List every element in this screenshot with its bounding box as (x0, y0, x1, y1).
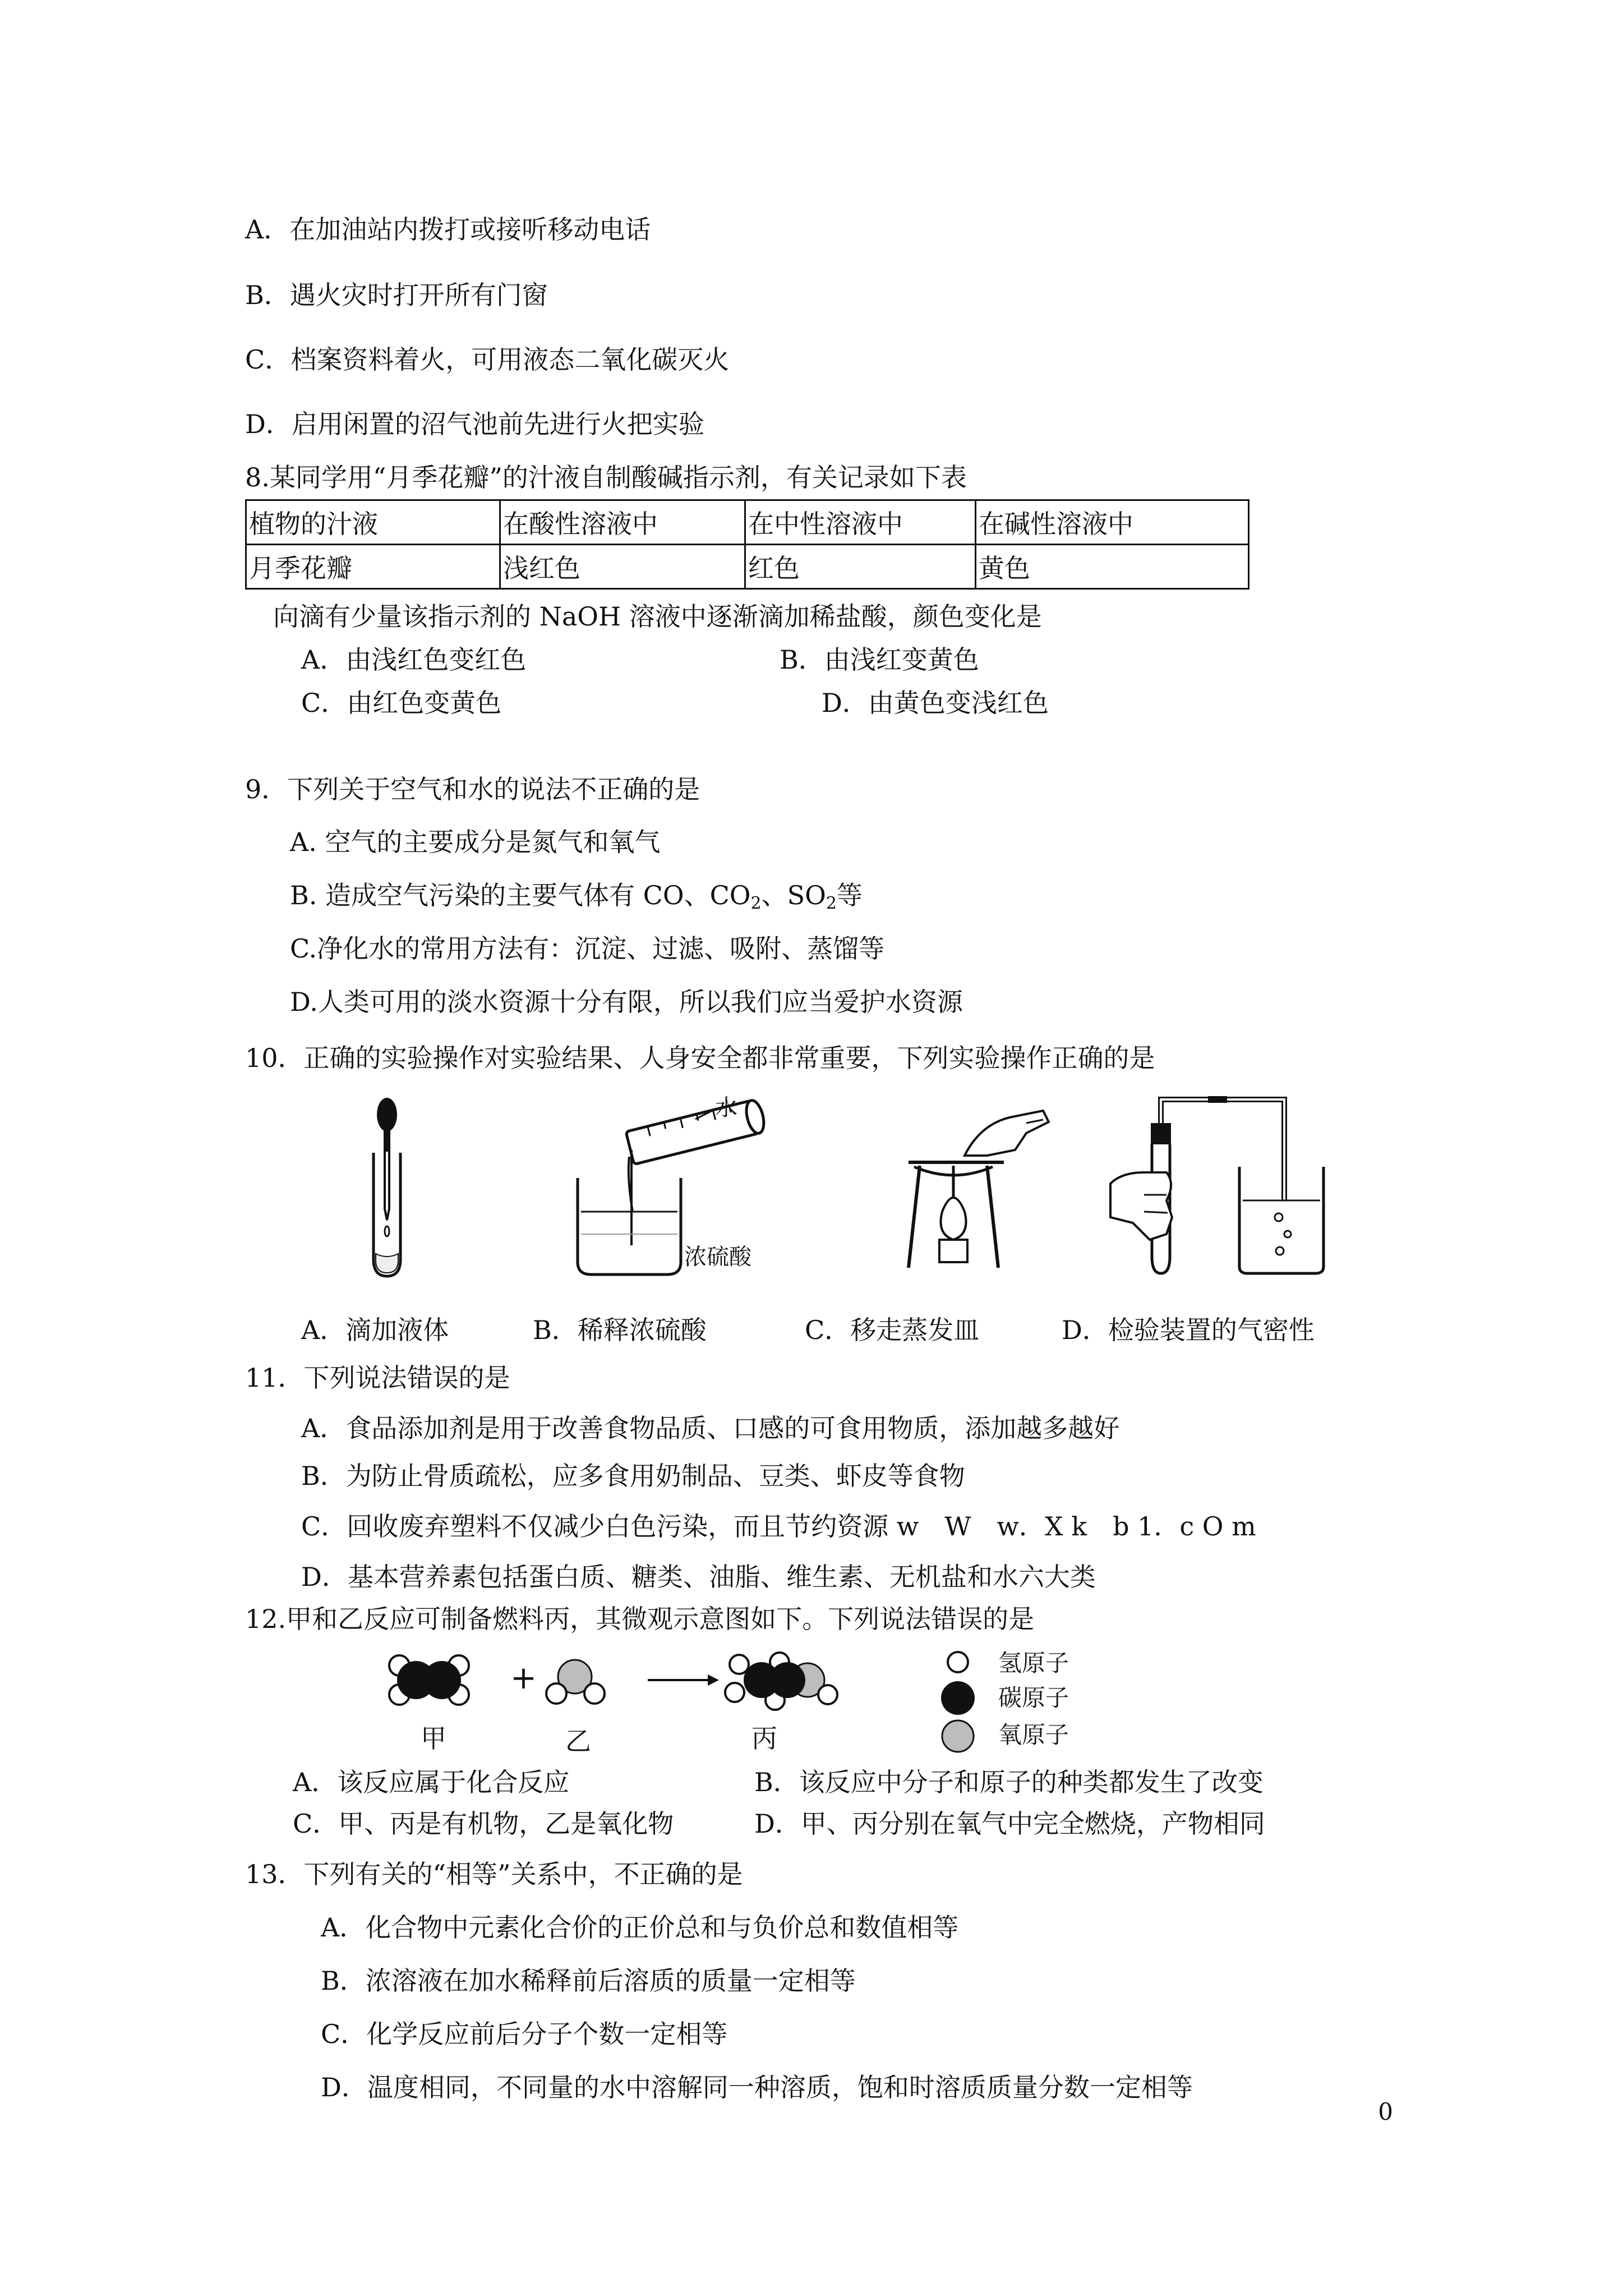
table-cell: 浅红色 (500, 545, 745, 589)
q13-option-b: B．浓溶液在加水稀释前后溶质的质量一定相等 (321, 1966, 856, 1996)
q13-option-a: A．化合物中元素化合价的正价总和与负价总和数值相等 (321, 1912, 959, 1943)
label-bing: 丙 (751, 1723, 777, 1754)
q7-option-b: B．遇火灾时打开所有门窗 (245, 280, 548, 310)
q11-option-c: C．回收废弃塑料不仅减少白色污染，而且节约资源 w W w．X k b 1．c O m (301, 1511, 1256, 1542)
q12-option-b: B．该反应中分子和原子的种类都发生了改变 (754, 1767, 1264, 1797)
molecule-yi (546, 1660, 605, 1704)
q8-stem: 8.某同学用“月季花瓣”的汁液自制酸碱指示剂，有关记录如下表 (245, 462, 967, 493)
q12-option-a: A．该反应属于化合反应 (293, 1767, 570, 1797)
water-label: 水 (715, 1095, 737, 1121)
q10-stem: 10．正确的实验操作对实验结果、人身安全都非常重要，下列实验操作正确的是 (245, 1043, 1155, 1073)
table-header-cell: 植物的汁液 (246, 500, 500, 545)
page-number: 0 (1378, 2098, 1393, 2125)
q11-stem: 11．下列说法错误的是 (245, 1363, 510, 1393)
legend-hydrogen: 氢原子 (998, 1649, 1069, 1677)
dropper-test-tube-figure (348, 1091, 437, 1282)
q11-option-d: D．基本营养素包括蛋白质、糖类、油脂、维生素、无机盐和水六大类 (301, 1562, 1096, 1592)
acid-label: 浓硫酸 (684, 1244, 751, 1270)
legend-oxygen: 氧原子 (998, 1721, 1069, 1749)
evaporating-dish-figure (875, 1099, 1066, 1279)
q9-option-b (290, 878, 863, 921)
molecule-bing (725, 1653, 837, 1710)
reaction-diagram (376, 1646, 1385, 1759)
q10-caption-a: A．滴加液体 (301, 1315, 449, 1345)
svg-text:+: + (510, 1660, 537, 1696)
q9-option-a: A. 空气的主要成分是氮气和氧气 (290, 827, 661, 857)
q9-option-d: D.人类可用的淡水资源十分有限，所以我们应当爱护水资源 (290, 987, 963, 1017)
label-jia: 甲 (421, 1723, 446, 1754)
q9-option-b-suffix: 等 (836, 880, 863, 910)
q8-option-b: B．由浅红变黄色 (780, 645, 979, 675)
label-yi: 乙 (565, 1726, 591, 1756)
table-header-cell: 在碱性溶液中 (976, 500, 1249, 545)
airtightness-figure (1105, 1088, 1340, 1279)
table-cell: 黄色 (976, 545, 1249, 589)
q8-option-c: C．由红色变黄色 (301, 688, 502, 718)
table-header-cell: 在中性溶液中 (745, 500, 976, 545)
q11-option-a: A．食品添加剂是用于改善食物品质、口感的可食用物质，添加越多越好 (301, 1413, 1120, 1443)
q12-option-c: C．甲、丙是有机物，乙是氧化物 (293, 1809, 674, 1839)
q9-option-b-mid: 、SO (761, 880, 826, 910)
table-cell: 月季花瓣 (246, 545, 500, 589)
q12-option-d: D．甲、丙分别在氧气中完全燃烧，产物相同 (754, 1809, 1265, 1839)
q7-option-c: C．档案资料着火，可用液态二氧化碳灭火 (245, 344, 730, 375)
molecule-jia (389, 1655, 469, 1705)
q9-option-b-prefix: B. 造成空气污染的主要气体有 CO、CO (290, 880, 751, 910)
q12-stem: 12.甲和乙反应可制备燃料丙，其微观示意图如下。下列说法错误的是 (245, 1604, 1035, 1634)
subscript: 2 (750, 894, 762, 913)
q7-option-d: D．启用闲置的沼气池前先进行火把实验 (245, 409, 704, 439)
q8-option-a: A．由浅红色变红色 (301, 645, 527, 675)
q8-question: 向滴有少量该指示剂的 NaOH 溶液中逐渐滴加稀盐酸，颜色变化是 (273, 601, 1042, 632)
table-header-cell: 在酸性溶液中 (500, 500, 745, 545)
q10-caption-d: D．检验装置的气密性 (1062, 1315, 1315, 1345)
atom-legend (941, 1652, 975, 1752)
table-cell: 红色 (745, 545, 976, 589)
q9-option-c: C.净化水的常用方法有：沉淀、过滤、吸附、蒸馏等 (290, 933, 885, 964)
q13-option-c: C．化学反应前后分子个数一定相等 (321, 2019, 728, 2049)
q8-option-d: D．由黄色变浅红色 (822, 688, 1049, 718)
q10-caption-b: B．稀释浓硫酸 (533, 1315, 707, 1345)
q9-stem: 9．下列关于空气和水的说法不正确的是 (245, 774, 700, 804)
q13-option-d: D．温度相同，不同量的水中溶解同一种溶质，饱和时溶质质量分数一定相等 (321, 2072, 1193, 2102)
q13-stem: 13．下列有关的“相等”关系中，不正确的是 (245, 1859, 743, 1889)
table-row (246, 545, 1249, 589)
subscript: 2 (826, 894, 837, 913)
q7-option-a: A．在加油站内拨打或接听移动电话 (245, 214, 651, 245)
q11-option-b: B．为防止骨质疏松，应多食用奶制品、豆类、虾皮等食物 (301, 1461, 965, 1491)
legend-carbon: 碳原子 (998, 1684, 1069, 1711)
indicator-table (245, 499, 1249, 590)
table-header-row (246, 500, 1249, 545)
q10-caption-c: C．移走蒸发皿 (805, 1315, 980, 1345)
